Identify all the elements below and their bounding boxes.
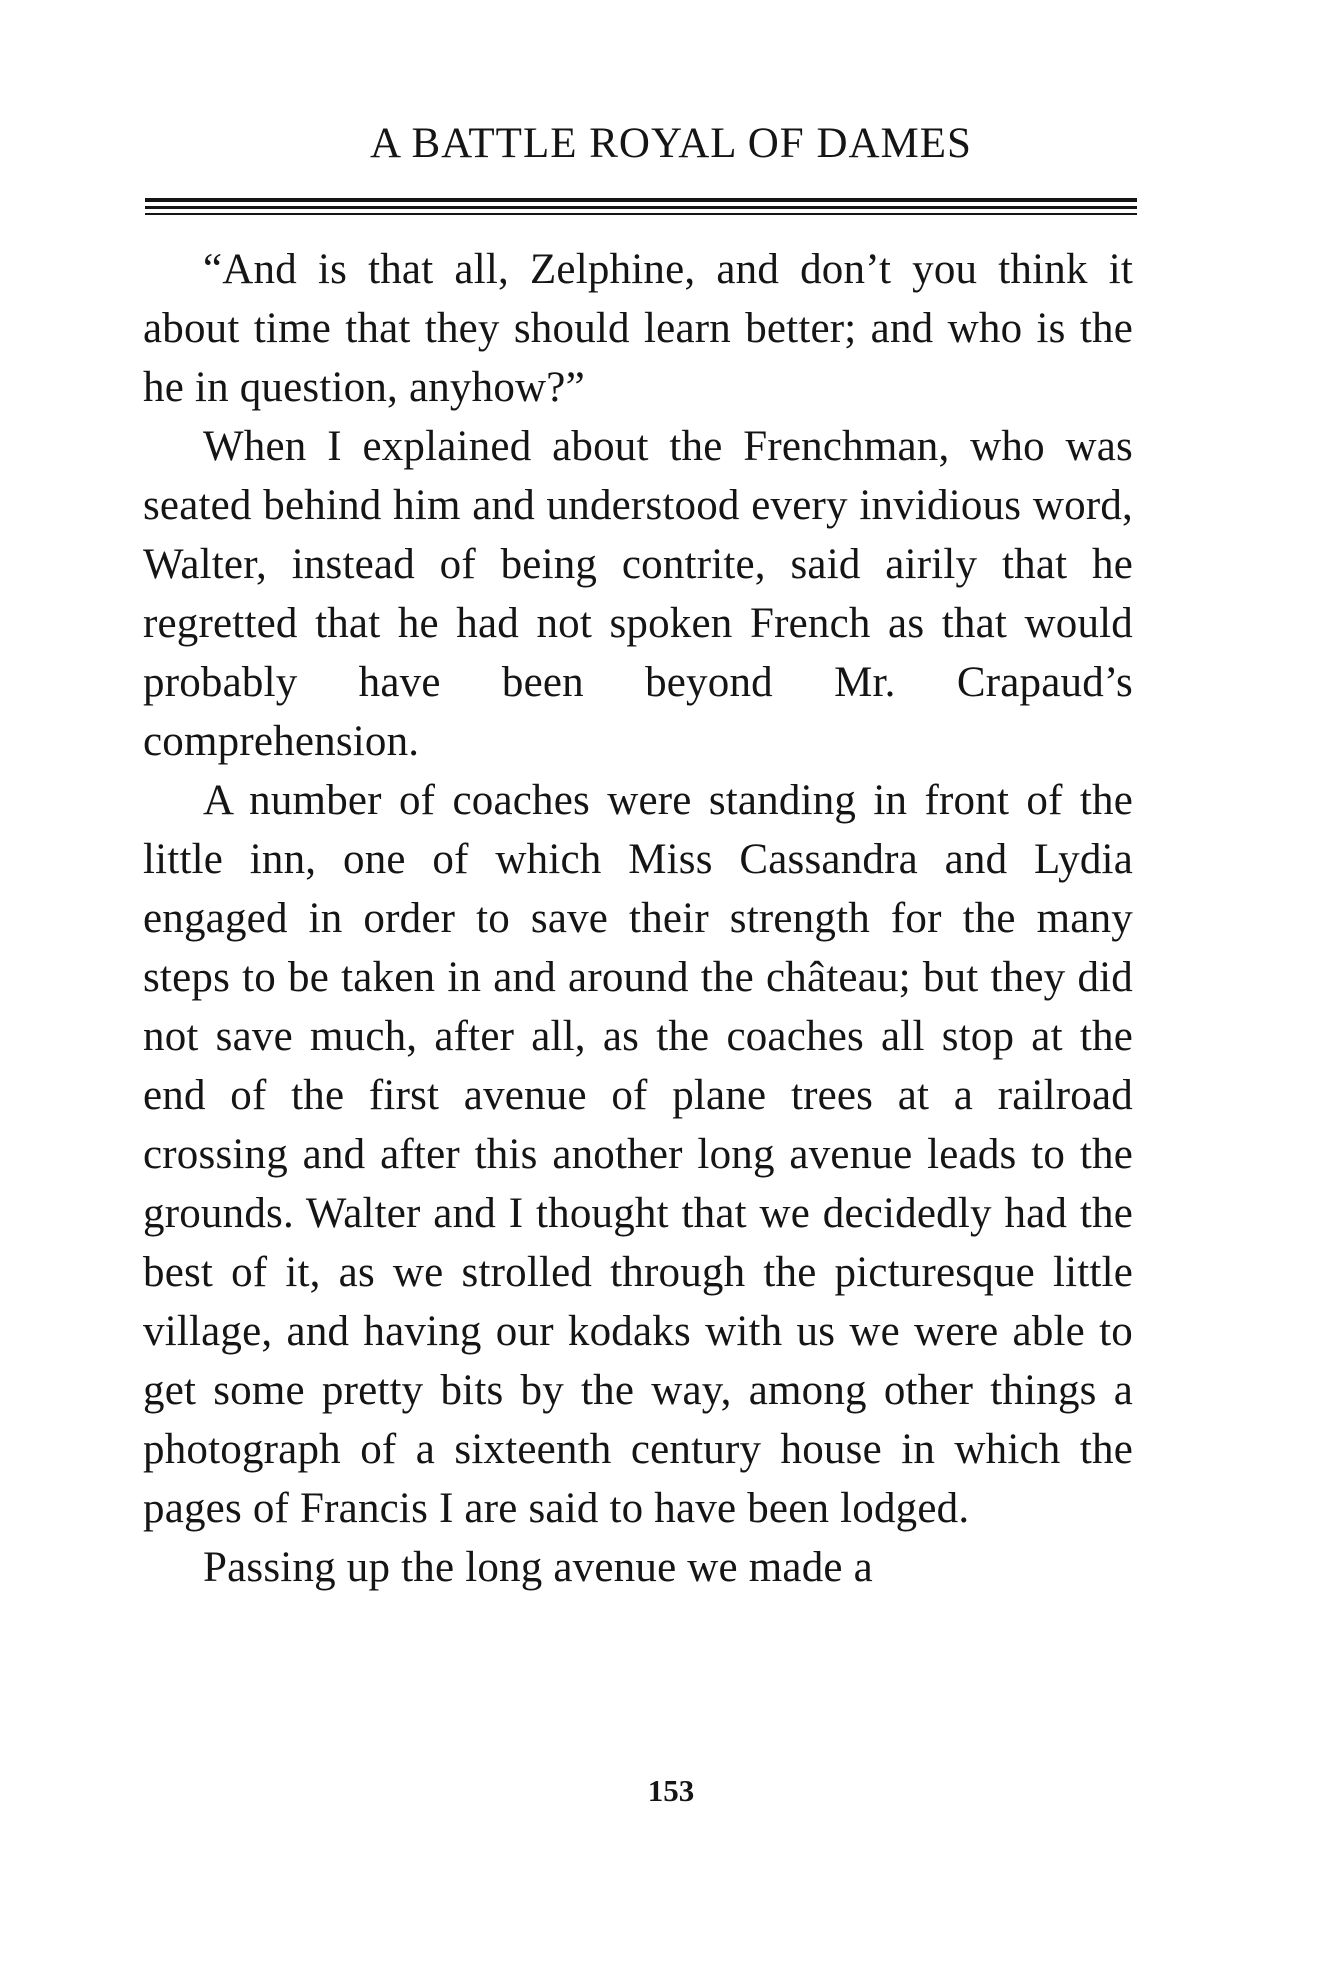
header-rule-top [145, 198, 1137, 202]
paragraph: “And is that all, Zelphine, and don’t you think it about time that they should learn better; and who is the he in question, anyhow?” [143, 246, 1133, 411]
paragraph: A number of coaches were standing in front of the little inn, one of which Miss Cassandra and Lydia engaged in order to save their strength for the many steps to be taken in and around the château; but they did not save much, after all, as the coaches all stop at the end of the first avenue of plane trees at a railroad crossing and after this another long avenue leads to the grounds. Walter and I thought that we decidedly had the best of it, as we strolled through the picturesque little village, and having our kodaks with us we were able to get some pretty bits by the way, among other things a photograph of a sixteenth century house in which the pages of Francis I are said to have been lodged. [143, 777, 1133, 1532]
paragraph: When I explained about the Frenchman, who was seated behind him and understood every invidious word, Walter, instead of being contrite, said airily that he regretted that he had not spoken French as that would probably have been beyond Mr. Crapaud’s comprehension. [143, 423, 1133, 765]
running-head: A BATTLE ROYAL OF DAMES [370, 120, 972, 167]
header-rule-bottom [145, 213, 1137, 215]
body-text [143, 240, 1133, 1597]
header-rule-middle [145, 206, 1137, 209]
paragraph: Passing up the long avenue we made a [203, 1544, 873, 1591]
page-number: 153 [647, 1773, 695, 1808]
